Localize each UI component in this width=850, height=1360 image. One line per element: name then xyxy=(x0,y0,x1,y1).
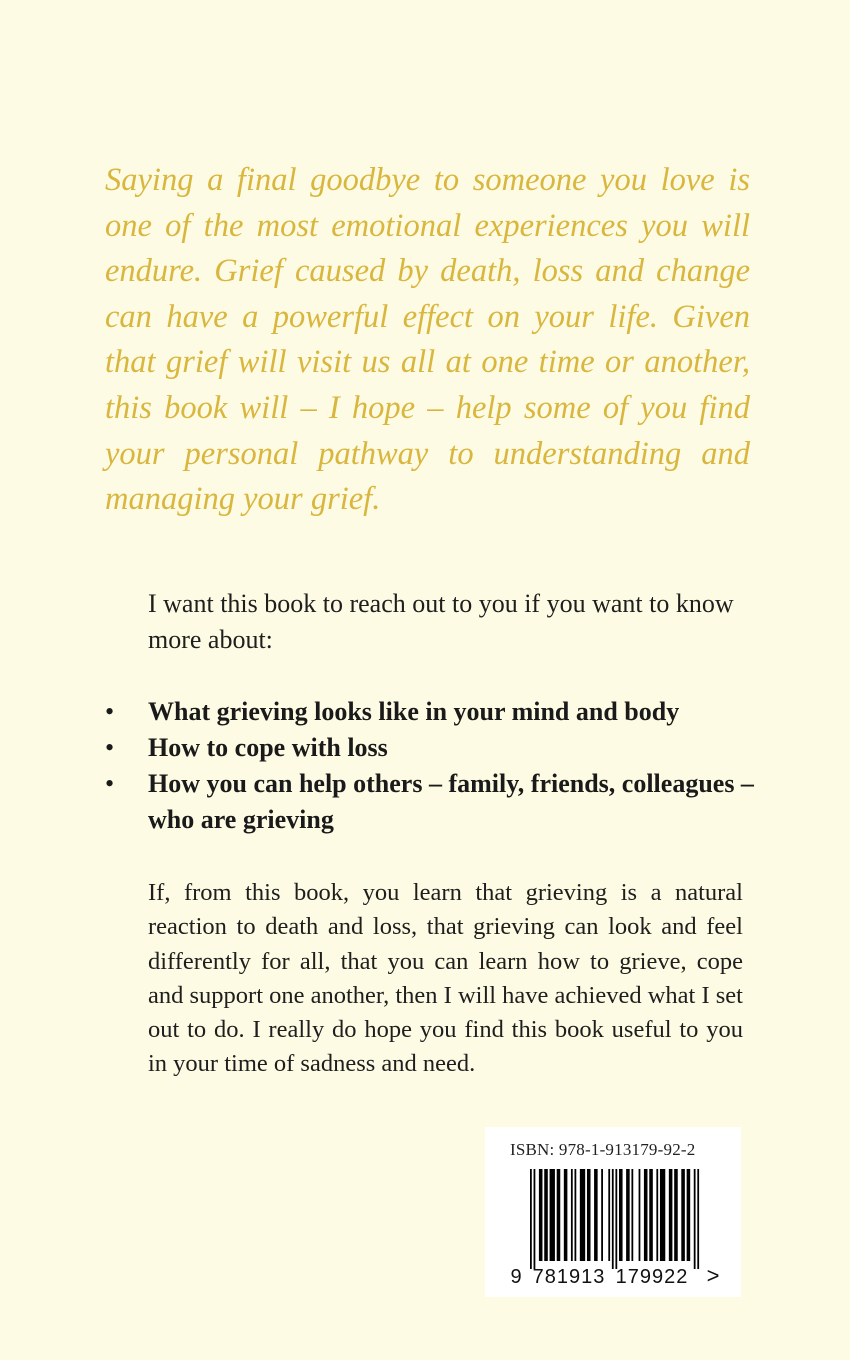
list-item xyxy=(105,730,755,766)
barcode-bar xyxy=(612,1169,614,1269)
list-item-text: How to cope with loss xyxy=(148,733,388,762)
barcode-bar xyxy=(626,1169,630,1261)
barcode-bar xyxy=(639,1169,641,1261)
barcode-bar xyxy=(631,1169,633,1261)
barcode-bar xyxy=(608,1169,610,1261)
barcode-bar xyxy=(660,1169,665,1261)
barcode-bar xyxy=(669,1169,673,1261)
barcode-bar xyxy=(530,1169,532,1269)
isbn-label: ISBN: 978-1-913179-92-2 xyxy=(510,1140,696,1159)
barcode-bar xyxy=(674,1169,678,1261)
lead-paragraph: I want this book to reach out to you if you want to know more about: xyxy=(148,589,734,654)
topic-list xyxy=(105,694,755,838)
barcode-bar xyxy=(656,1169,658,1261)
barcode-end-marker: > xyxy=(706,1263,720,1288)
barcode-bar xyxy=(544,1169,548,1261)
barcode-bar xyxy=(550,1169,555,1261)
barcode-bar xyxy=(539,1169,543,1261)
barcode-bar xyxy=(587,1169,591,1261)
barcode-bar xyxy=(594,1169,598,1261)
barcode-bar xyxy=(564,1169,568,1261)
list-item-text: What grieving looks like in your mind and body xyxy=(148,697,680,726)
barcode-bar xyxy=(575,1169,577,1261)
barcode-bar xyxy=(619,1169,623,1261)
isbn-barcode xyxy=(485,1127,741,1297)
barcode-bar xyxy=(644,1169,648,1261)
barcode-bar xyxy=(697,1169,699,1269)
barcode-first-digit: 9 xyxy=(510,1266,522,1288)
bullet-icon: • xyxy=(105,697,115,726)
bullet-icon: • xyxy=(105,733,115,762)
barcode-right-digits: 179922 xyxy=(615,1266,689,1288)
list-item-text: How you can help others – family, friends, colleagues – who are grieving xyxy=(148,769,754,834)
barcode-icon xyxy=(485,1127,741,1297)
barcode-bar xyxy=(580,1169,585,1261)
barcode-bar xyxy=(534,1169,536,1269)
intro-paragraph: Saying a final goodbye to someone you love is one of the most emotional experiences you will endure. Grief caused by death, loss and change can have a powerful effect on your life. Given that grief will visit us all at one time or another, this book will – I hope – help some of you find your personal pathway to understanding and managing your grief. xyxy=(105,162,750,518)
barcode-bar xyxy=(681,1169,685,1261)
list-item xyxy=(105,694,755,730)
barcode-left-digits: 781913 xyxy=(532,1266,606,1288)
barcode-bar xyxy=(557,1169,561,1261)
barcode-bar xyxy=(649,1169,653,1261)
barcode-bar xyxy=(571,1169,573,1261)
list-item xyxy=(105,766,755,838)
barcode-bar xyxy=(615,1169,617,1269)
barcode-bar xyxy=(694,1169,696,1269)
barcode-bar xyxy=(601,1169,603,1261)
bullet-icon: • xyxy=(105,769,115,798)
barcode-bar xyxy=(687,1169,691,1261)
closing-paragraph: If, from this book, you learn that grieving is a natural reaction to death and loss, that grieving can look and feel differently for all, that you can learn how to grieve, cope and support one another, then I will have achieved what I set out to do. I really do hope you find this book useful to you in your time of sadness and need. xyxy=(148,879,743,1078)
